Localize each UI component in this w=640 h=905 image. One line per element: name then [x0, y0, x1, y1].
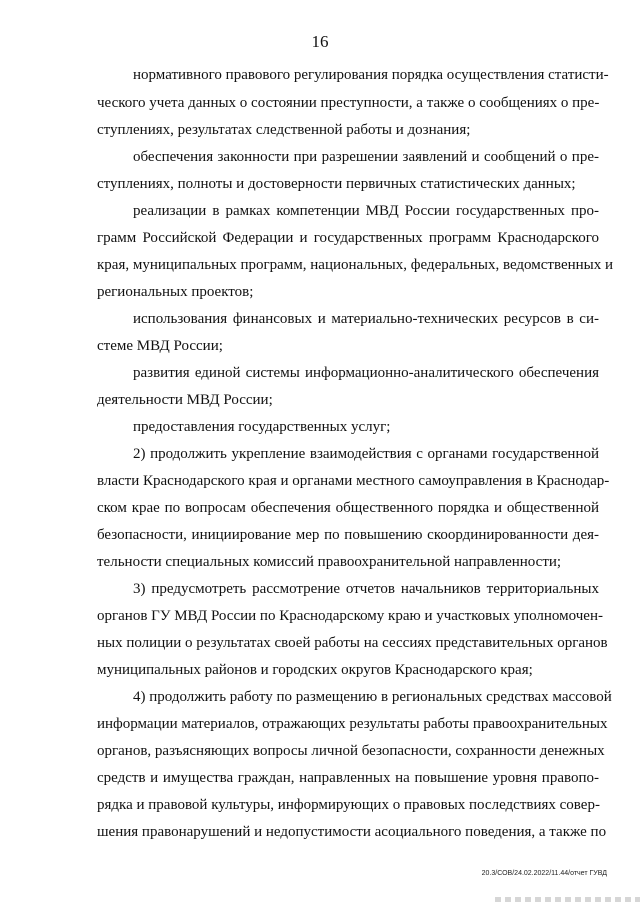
text-line: края, муниципальных программ, национальных, федеральных, ведомственных и: [97, 257, 614, 273]
text-line: органов, разъясняющих вопросы личной безопасности, сохранности денежных: [97, 743, 605, 759]
text-line: нормативного правового регулирования порядка осуществления статисти-: [133, 67, 609, 83]
text-line: власти Краснодарского края и органами местного самоуправления в Краснодар-: [97, 473, 610, 489]
text-line: деятельности МВД России;: [97, 392, 273, 408]
text-line: развития единой системы информационно-аналитического обеспечения: [133, 365, 599, 381]
text-line: стеме МВД России;: [97, 338, 223, 354]
text-line: обеспечения законности при разрешении заявлений и сообщений о пре-: [133, 149, 599, 165]
text-line: реализации в рамках компетенции МВД России государственных про-: [133, 203, 599, 219]
text-line: рядка и правовой культуры, информирующих о правовых последствиях совер-: [97, 797, 600, 813]
text-line: муниципальных районов и городских округов Краснодарского края;: [97, 662, 533, 678]
text-line: 2) продолжить укрепление взаимодействия с органами государственной: [133, 446, 599, 462]
text-line: органов ГУ МВД России по Краснодарскому краю и участковых уполномочен-: [97, 608, 603, 624]
text-line: ческого учета данных о состоянии преступности, а также о сообщениях о пре-: [97, 95, 600, 111]
text-line: информации материалов, отражающих результаты работы правоохранительных: [97, 716, 608, 732]
text-line: ных полиции о результатах своей работы на сессиях представительных органов: [97, 635, 608, 651]
text-line: грамм Российской Федерации и государственных программ Краснодарского: [97, 230, 599, 246]
text-line: ском крае по вопросам обеспечения общественного порядка и общественной: [97, 500, 599, 516]
text-line: региональных проектов;: [97, 284, 254, 300]
text-line: средств и имущества граждан, направленных на повышение уровня правопо-: [97, 770, 599, 786]
text-line: использования финансовых и материально-технических ресурсов в си-: [133, 311, 599, 327]
scan-artifact: [495, 897, 640, 902]
text-line: предоставления государственных услуг;: [133, 419, 391, 435]
page-number: 16: [311, 32, 329, 51]
text-line: тельности специальных комиссий правоохранительной направленности;: [97, 554, 562, 570]
document-footer-reference: 20.3/СОВ/24.02.2022/11.44/отчет ГУВД: [481, 870, 607, 877]
text-line: безопасности, инициирование мер по повышению скоординированности дея-: [97, 527, 599, 543]
text-line: ступлениях, результатах следственной работы и дознания;: [97, 122, 471, 138]
text-line: 4) продолжить работу по размещению в региональных средствах массовой: [133, 689, 612, 705]
text-line: шения правонарушений и недопустимости асоциального поведения, а также по: [97, 824, 607, 840]
text-line: 3) предусмотреть рассмотрение отчетов начальников территориальных: [133, 581, 599, 597]
text-line: ступлениях, полноты и достоверности первичных статистических данных;: [97, 176, 576, 192]
